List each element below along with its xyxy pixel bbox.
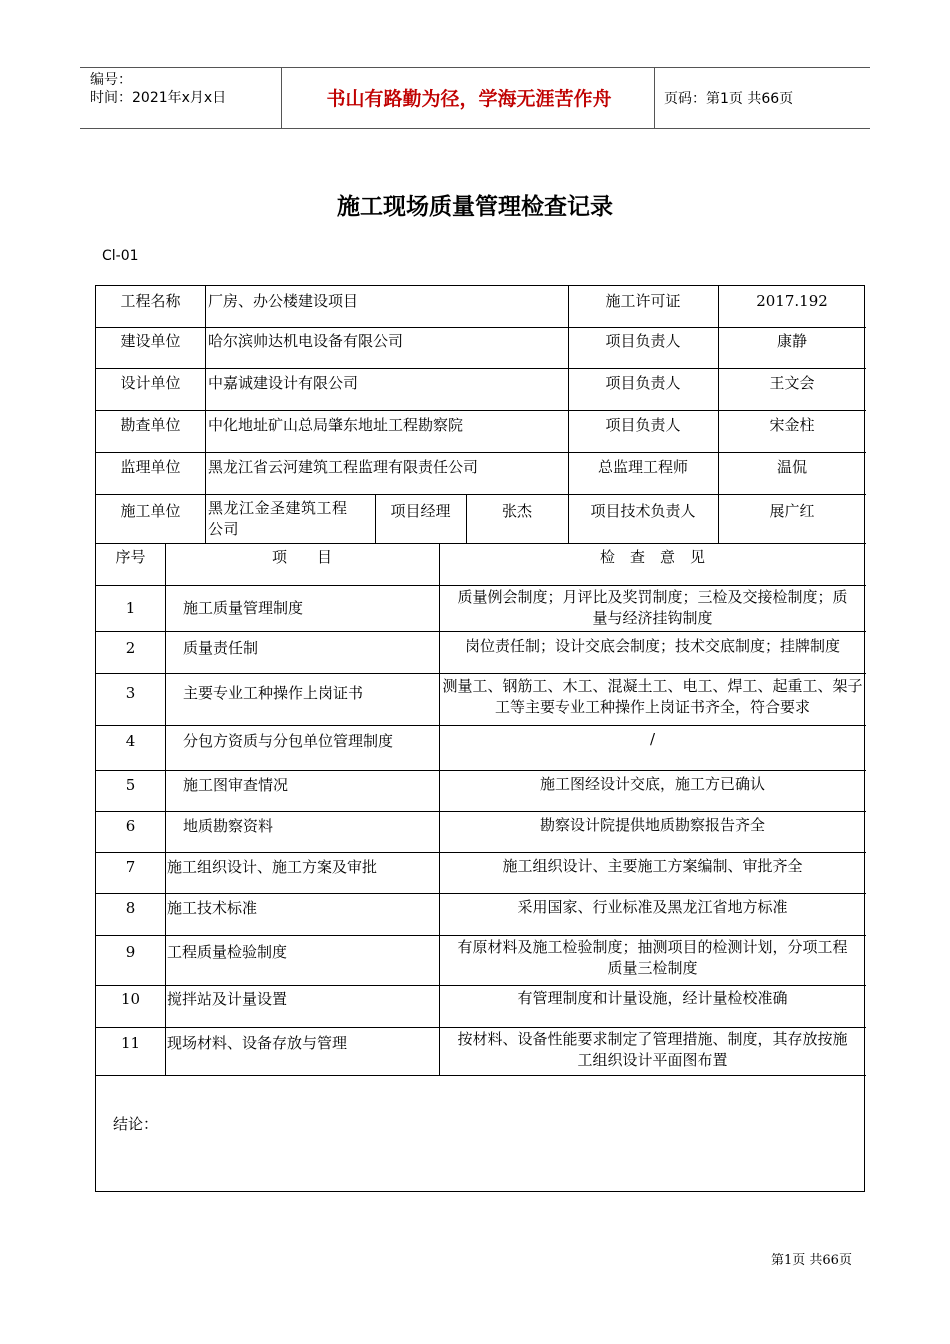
contractor-value [208, 498, 348, 540]
header-bottom-rule [80, 128, 870, 129]
builder-lead-label: 项目负责人 [605, 332, 681, 350]
header-meta [90, 71, 226, 107]
designer-lead-label: 项目负责人 [605, 374, 681, 392]
chief-supervisor-value: 温侃 [776, 458, 807, 476]
row-item: 分包方资质与分包单位管理制度 [183, 732, 394, 750]
opinion-line: 质量例会制度；月评比及奖罚制度；三检及交接检制度；质 [457, 588, 848, 606]
builder-value: 哈尔滨帅达机电设备有限公司 [208, 332, 404, 350]
row-item: 工程质量检验制度 [167, 943, 288, 961]
row-item: 现场材料、设备存放与管理 [167, 1034, 348, 1052]
permit-value: 2017.192 [756, 292, 828, 310]
grid-line [96, 368, 866, 369]
permit-label: 施工许可证 [605, 292, 681, 310]
opinion-line: 质量三检制度 [607, 959, 698, 977]
row-opinion [439, 1029, 866, 1071]
row-number: 2 [125, 639, 136, 657]
grid-line [96, 1027, 866, 1028]
inspection-form [95, 285, 865, 1192]
number-label: 编号： [90, 72, 132, 88]
header-page-label: 页码：第1页 共66页 [664, 91, 794, 107]
row-number: 11 [120, 1034, 141, 1052]
supervisor-value: 黑龙江省云河建筑工程监理有限责任公司 [208, 458, 479, 476]
opinion-line: 量与经济挂钩制度 [592, 609, 713, 627]
grid-line [96, 725, 866, 726]
grid-line [96, 985, 866, 986]
designer-label: 设计单位 [120, 374, 181, 392]
row-number: 6 [125, 817, 136, 835]
row-opinion: 岗位责任制；设计交底会制度；技术交底制度；挂牌制度 [464, 637, 840, 655]
row-item: 施工质量管理制度 [183, 599, 304, 617]
project-name-value: 厂房、办公楼建设项目 [208, 292, 359, 310]
row-item: 施工技术标准 [167, 899, 258, 917]
contractor-line: 黑龙江金圣建筑工程 [208, 499, 348, 517]
column-header-opinion: 检 查 意 见 [599, 548, 705, 566]
row-number: 3 [125, 684, 136, 702]
date-label: 时间：2021年x月x日 [90, 90, 227, 106]
document-title: 施工现场质量管理检查记录 [337, 193, 613, 220]
row-number: 8 [125, 899, 136, 917]
builder-label: 建设单位 [120, 332, 181, 350]
supervisor-label: 监理单位 [120, 458, 181, 476]
grid-line [96, 673, 866, 674]
row-opinion: 有管理制度和计量设施，经计量检校准确 [517, 989, 788, 1007]
survey-lead-label: 项目负责人 [605, 416, 681, 434]
survey-lead-value: 宋金柱 [769, 416, 815, 434]
grid-line [96, 893, 866, 894]
row-item: 质量责任制 [183, 639, 259, 657]
grid-line [96, 852, 866, 853]
opinion-line: 有原材料及施工检验制度；抽测项目的检测计划，分项工程 [457, 938, 848, 956]
row-number: 4 [125, 732, 136, 750]
grid-line [96, 452, 866, 453]
page-header [80, 67, 870, 129]
opinion-line: 工组织设计平面图布置 [577, 1051, 728, 1069]
tech-lead-value: 展广红 [769, 502, 815, 520]
grid-line [96, 1075, 866, 1076]
row-number: 7 [125, 858, 136, 876]
row-item: 施工图审查情况 [183, 776, 289, 794]
grid-line [96, 811, 866, 812]
grid-line [96, 585, 866, 586]
row-item: 地质勘察资料 [183, 817, 274, 835]
grid-line [96, 543, 866, 544]
grid-line [96, 494, 866, 495]
contractor-line: 公司 [208, 520, 240, 538]
project-name-label: 工程名称 [120, 292, 181, 310]
grid-line [96, 410, 866, 411]
column-header-item: 项 目 [271, 548, 332, 566]
grid-line [96, 327, 866, 328]
row-opinion: 勘察设计院提供地质勘察报告齐全 [539, 816, 765, 834]
row-number: 10 [120, 990, 141, 1008]
row-item: 主要专业工种操作上岗证书 [183, 684, 364, 702]
conclusion-label: 结论： [113, 1115, 159, 1133]
contractor-label: 施工单位 [120, 502, 181, 520]
chief-supervisor-label: 总监理工程师 [597, 458, 688, 476]
row-opinion: 施工组织设计、主要施工方案编制、审批齐全 [502, 857, 803, 875]
row-opinion [439, 676, 866, 718]
header-motto: 书山有路勤为径，学海无涯苦作舟 [326, 88, 612, 110]
pm-label: 项目经理 [390, 502, 451, 520]
row-opinion [439, 587, 866, 629]
row-opinion [439, 937, 866, 979]
tech-lead-label: 项目技术负责人 [590, 502, 696, 520]
grid-line [205, 286, 206, 543]
page-footer: 第1页 共66页 [771, 1253, 852, 1268]
grid-line [96, 935, 866, 936]
row-item: 搅拌站及计量设置 [167, 990, 288, 1008]
designer-lead-value: 王文会 [769, 374, 815, 392]
grid-line [96, 631, 866, 632]
row-opinion: 施工图经设计交底，施工方已确认 [539, 775, 765, 793]
row-opinion: / [649, 730, 656, 748]
grid-line [165, 543, 166, 1075]
row-item: 施工组织设计、施工方案及审批 [167, 858, 378, 876]
builder-lead-value: 康静 [776, 332, 807, 350]
row-number: 9 [125, 943, 136, 961]
opinion-line: 工等主要专业工种操作上岗证书齐全，符合要求 [494, 698, 810, 716]
grid-line [96, 770, 866, 771]
opinion-line: 测量工、钢筋工、木工、混凝土工、电工、焊工、起重工、架子 [442, 677, 863, 695]
row-number: 5 [125, 776, 136, 794]
header-top-rule [80, 67, 870, 68]
row-opinion: 采用国家、行业标准及黑龙江省地方标准 [517, 898, 788, 916]
form-code: Cl-01 [102, 248, 139, 264]
row-number: 1 [125, 599, 136, 617]
pm-value: 张杰 [501, 502, 532, 520]
opinion-line: 按材料、设备性能要求制定了管理措施、制度，其存放按施 [457, 1030, 848, 1048]
survey-value: 中化地址矿山总局肇东地址工程勘察院 [208, 416, 464, 434]
survey-label: 勘查单位 [120, 416, 181, 434]
designer-value: 中嘉诚建设计有限公司 [208, 374, 359, 392]
column-header-no: 序号 [115, 548, 146, 566]
